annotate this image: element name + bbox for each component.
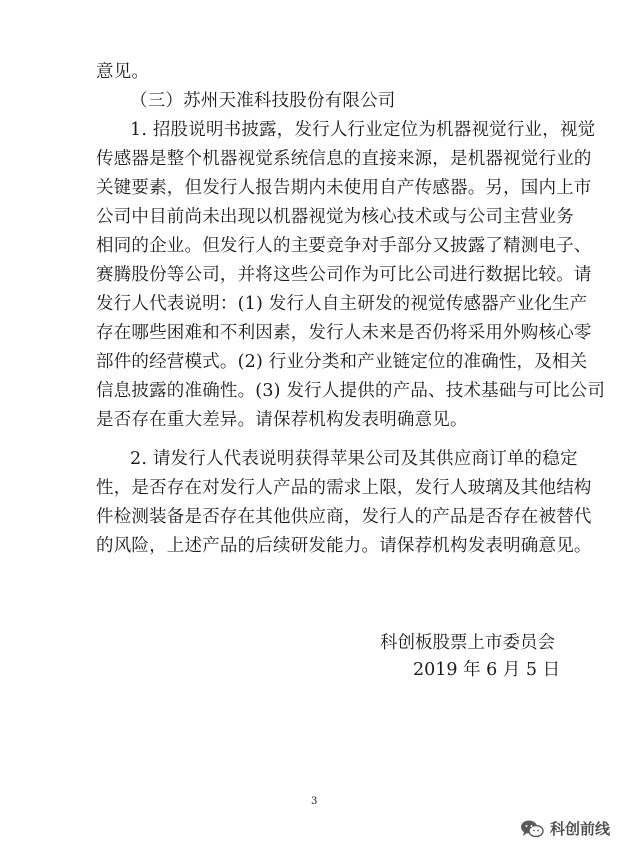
signature-date: 2019 年 6 月 5 日	[413, 660, 561, 680]
text-line: 部件的经营模式。(2) 行业分类和产业链定位的准确性，及相关	[96, 352, 588, 372]
text-line: 件检测装备是否存在其他供应商，发行人的产品是否存在被替代	[96, 507, 592, 527]
signature-org: 科创板股票上市委员会	[380, 633, 555, 653]
text-line: 的风险，上述产品的后续研发能力。请保荐机构发表明确意见。	[96, 536, 592, 556]
text-line: 1. 招股说明书披露，发行人行业定位为机器视觉行业，视觉	[130, 120, 596, 140]
wechat-icon	[520, 819, 544, 839]
watermark-text: 科创前线	[550, 820, 611, 838]
watermark	[520, 818, 610, 839]
text-line: 意见。	[96, 62, 150, 82]
text-line: 关键要素，但发行人报告期内未使用自产传感器。另，国内上市	[96, 178, 592, 198]
text-line: 性，是否存在对发行人产品的需求上限，发行人玻璃及其他结构	[96, 478, 592, 498]
text-line: 赛腾股份等公司，并将这些公司作为可比公司进行数据比较。请	[96, 265, 592, 285]
text-line: 是否存在重大差异。请保荐机构发表明确意见。	[96, 410, 468, 430]
text-line: 存在哪些困难和不利因素，发行人未来是否仍将采用外购核心零	[96, 323, 592, 343]
text-line: 2. 请发行人代表说明获得苹果公司及其供应商订单的稳定	[130, 449, 578, 469]
section-heading: （三）苏州天准科技股份有限公司	[130, 91, 396, 111]
page-number: 3	[311, 796, 318, 807]
text-line: 信息披露的准确性。(3) 发行人提供的产品、技术基础与可比公司	[96, 381, 606, 401]
text-line: 发行人代表说明：(1) 发行人自主研发的视觉传感器产业化生产	[96, 294, 588, 314]
text-line: 公司中目前尚未出现以机器视觉为核心技术或与公司主营业务	[96, 207, 574, 227]
text-line: 相同的企业。但发行人的主要竞争对手部分又披露了精测电子、	[96, 236, 592, 256]
text-line: 传感器是整个机器视觉系统信息的直接来源，是机器视觉行业的	[96, 149, 592, 169]
